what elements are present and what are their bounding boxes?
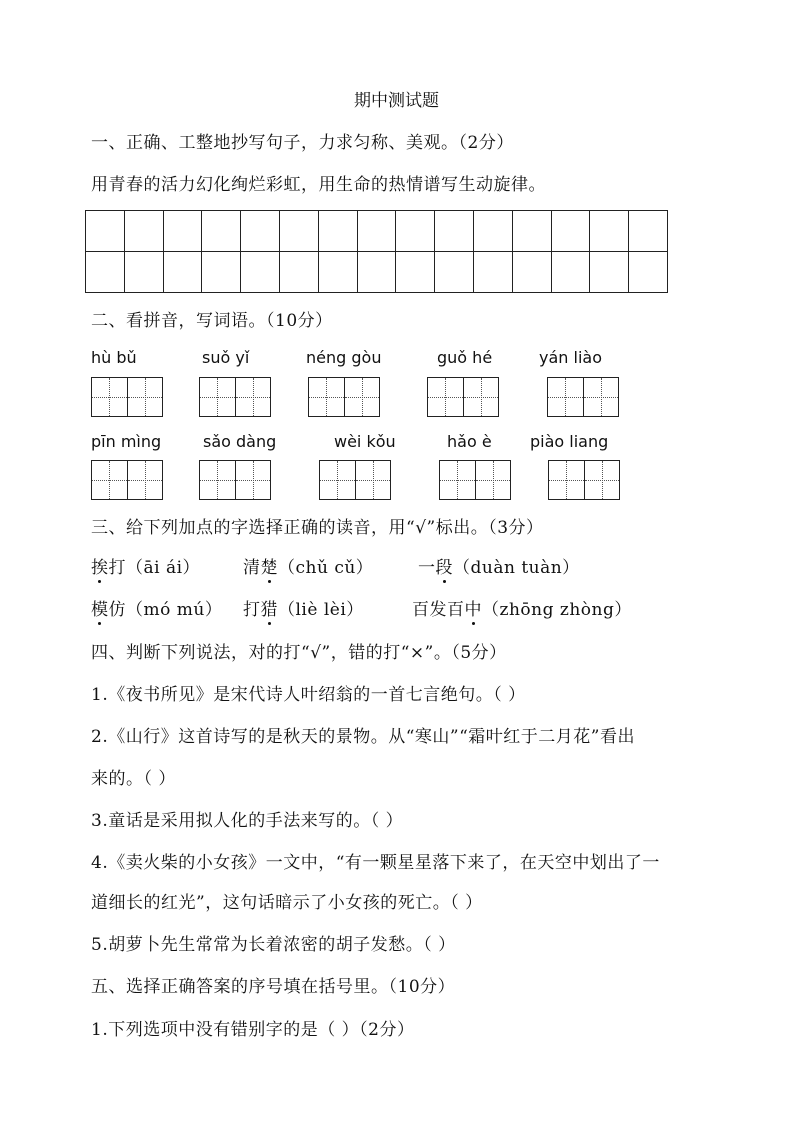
choice-question[interactable]: 1.下列选项中没有错别字的是（ ）（2分） [91,1020,415,1040]
copy-writing-grid[interactable] [85,210,668,293]
choice-text: （chǔ cǔ） [278,558,374,578]
judgment-item[interactable]: 4.《卖火柴的小女孩》一文中，“有一颗星星落下来了，在天空中划出了一 [91,853,660,873]
writing-box[interactable] [308,377,380,417]
judgment-item[interactable]: 5.胡萝卜先生常常为长着浓密的胡子发愁。（ ） [91,935,456,955]
pinyin-label: wèi kǒu [334,432,396,451]
plain-char: 一 [418,558,436,578]
choice-text: 打（āi ái） [108,558,201,578]
page-title: 期中测试题 [354,91,439,111]
writing-box[interactable] [319,460,391,500]
reading-choice[interactable] [91,595,222,620]
dotted-char: 楚 [261,553,279,578]
writing-box[interactable] [427,377,499,417]
reading-choice[interactable] [412,595,632,620]
section1-sentence: 用青春的活力幻化绚烂彩虹，用生命的热情谱写生动旋律。 [91,175,546,195]
judgment-item[interactable]: 3.童话是采用拟人化的手法来写的。（ ） [91,811,404,831]
pinyin-label: hù bǔ [91,348,137,367]
writing-box[interactable] [199,377,271,417]
plain-char: 打 [243,600,261,620]
choice-text: （duàn tuàn） [453,558,580,578]
grid-row [86,211,668,252]
judgment-item-continued[interactable]: 道细长的红光”，这句话暗示了小女孩的死亡。（ ） [91,893,483,913]
judgment-item[interactable]: 2.《山行》这首诗写的是秋天的景物。从“寒山”“霜叶红于二月花”看出 [91,727,635,747]
choice-text: （zhōng zhòng） [482,600,632,620]
section1-heading: 一、正确、工整地抄写句子，力求匀称、美观。（2分） [91,133,514,153]
writing-box[interactable] [199,460,271,500]
writing-box[interactable] [547,377,619,417]
pinyin-label: piào liang [530,432,609,451]
judgment-item-continued[interactable]: 来的。（ ） [91,769,176,789]
writing-box[interactable] [91,377,163,417]
pinyin-label: yán liào [539,348,602,367]
pinyin-label: suǒ yǐ [202,348,250,367]
choice-text: （liè lèi） [278,600,364,620]
pinyin-label: guǒ hé [437,348,493,367]
dotted-char: 挨 [91,553,109,578]
reading-choice[interactable] [91,553,200,578]
dotted-char: 中 [465,595,483,620]
plain-char: 百发百 [412,600,465,620]
reading-choice[interactable] [243,553,373,578]
pinyin-label: hǎo è [447,432,492,451]
judgment-item[interactable]: 1.《夜书所见》是宋代诗人叶绍翁的一首七言绝句。（ ） [91,685,526,705]
section2-heading: 二、看拼音，写词语。（10分） [91,311,333,331]
grid-row [86,252,668,293]
section4-heading: 四、判断下列说法，对的打“√”，错的打“×”。（5分） [91,643,507,663]
writing-box[interactable] [548,460,620,500]
reading-choice[interactable] [243,595,364,620]
pinyin-label: sǎo dàng [203,432,277,451]
dotted-char: 猎 [261,595,279,620]
choice-text: 仿（mó mú） [108,600,223,620]
section5-heading: 五、选择正确答案的序号填在括号里。（10分） [91,977,456,997]
plain-char: 清 [243,558,261,578]
reading-choice[interactable] [418,553,580,578]
dotted-char: 模 [91,595,109,620]
dotted-char: 段 [436,553,454,578]
writing-box[interactable] [439,460,511,500]
pinyin-label: pīn mìng [91,432,162,451]
section3-heading: 三、给下列加点的字选择正确的读音，用“√”标出。（3分） [91,518,544,538]
pinyin-label: néng gòu [306,348,382,367]
writing-box[interactable] [91,460,163,500]
